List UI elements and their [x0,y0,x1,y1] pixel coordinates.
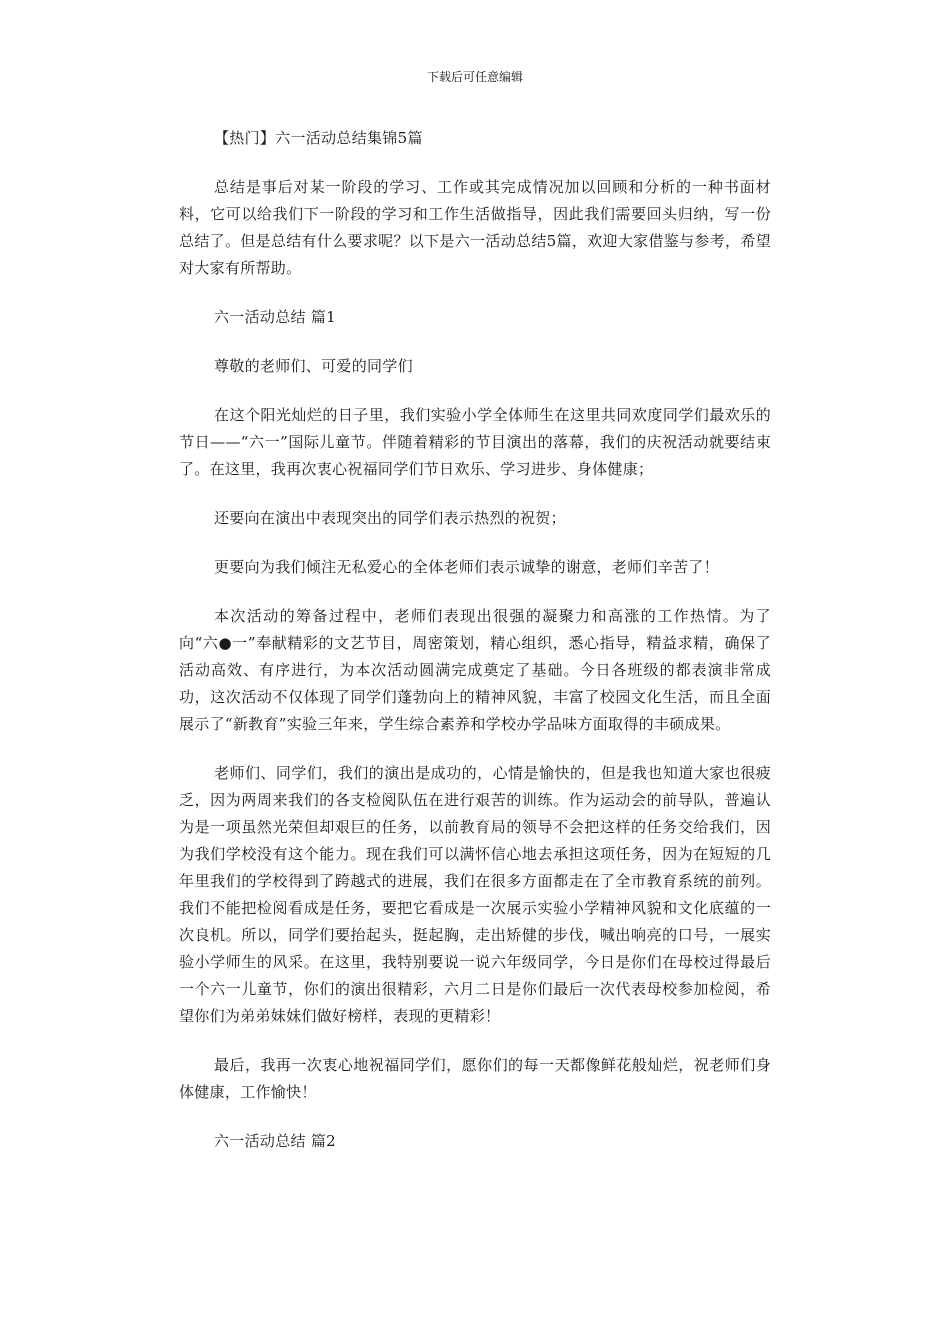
paragraph-3: 更要向为我们倾注无私爱心的全体老师们表示诚挚的谢意，老师们辛苦了！ [214,558,719,576]
section-2-heading: 六一活动总结 篇2 [214,1132,337,1150]
paragraph-5: 老师们、同学们，我们的演出是成功的，心情是愉快的，但是我也知道大家也很疲乏，因为两周来我们的各支检阅队伍在进行艰苦的训练。作为运动会的前导队，普遍认为是一项虽然光荣但却艰巨的任务，以前教育局的领导不会把这样的任务交给我们，因为我们学校没有这个能力。现在我们可以满怀信心地去承担这项任务，因为在短短的几年里我们的学校得到了跨越式的进展，我们在很多方面都走在了全市教育系统的前列。我们不能把检阅看成是任务，要把它看成是一次展示实验小学精神风貌和文化底蕴的一次良机。所以，同学们要抬起头，挺起胸，走出矫健的步伐，喊出响亮的口号，一展实验小学师生的风采。在这里，我特别要说一说六年级同学，今日是你们在母校过得最后一个六一儿童节，你们的演出很精彩，六月二日是你们最后一次代表母校参加检阅，希望你们为弟弟妹妹们做好榜样，表现的更精彩！ [179,764,771,1025]
paragraph-2: 还要向在演出中表现突出的同学们表示热烈的祝贺； [214,509,566,527]
greeting-line: 尊敬的老师们、可爱的同学们 [214,357,413,375]
header-note: 下载后可任意编辑 [426,70,523,84]
intro-paragraph: 总结是事后对某一阶段的学习、工作或其完成情况加以回顾和分析的一种书面材料，它可以给我们下一阶段的学习和工作生活做指导，因此我们需要回头归纳，写一份总结了。但是总结有什么要求呢？以下是六一活动总结5篇，欢迎大家借鉴与参考，希望对大家有所帮助。 [179,178,771,277]
document-title: 【热门】六一活动总结集锦5篇 [214,129,423,147]
document-body [179,125,771,1177]
paragraph-6: 最后，我再一次衷心地祝福同学们，愿你们的每一天都像鲜花般灿烂，祝老师们身体健康，工作愉快！ [179,1056,771,1101]
paragraph-4: 本次活动的筹备过程中，老师们表现出很强的凝聚力和高涨的工作热情。为了向“六●一”奉献精彩的文艺节目，周密策划，精心组织，悉心指导，精益求精，确保了活动高效、有序进行，为本次活动圆满完成奠定了基础。今日各班级的都表演非常成功，这次活动不仅体现了同学们蓬勃向上的精神风貌，丰富了校园文化生活，而且全面展示了“新教育”实验三年来，学生综合素养和学校办学品味方面取得的丰硕成果。 [179,607,771,733]
paragraph-1: 在这个阳光灿烂的日子里，我们实验小学全体师生在这里共同欢度同学们最欢乐的节日——“六一”国际儿童节。伴随着精彩的节目演出的落幕，我们的庆祝活动就要结束了。在这里，我再次衷心祝福同学们节日欢乐、学习进步、身体健康； [179,406,771,478]
section-1-heading: 六一活动总结 篇1 [214,308,337,326]
